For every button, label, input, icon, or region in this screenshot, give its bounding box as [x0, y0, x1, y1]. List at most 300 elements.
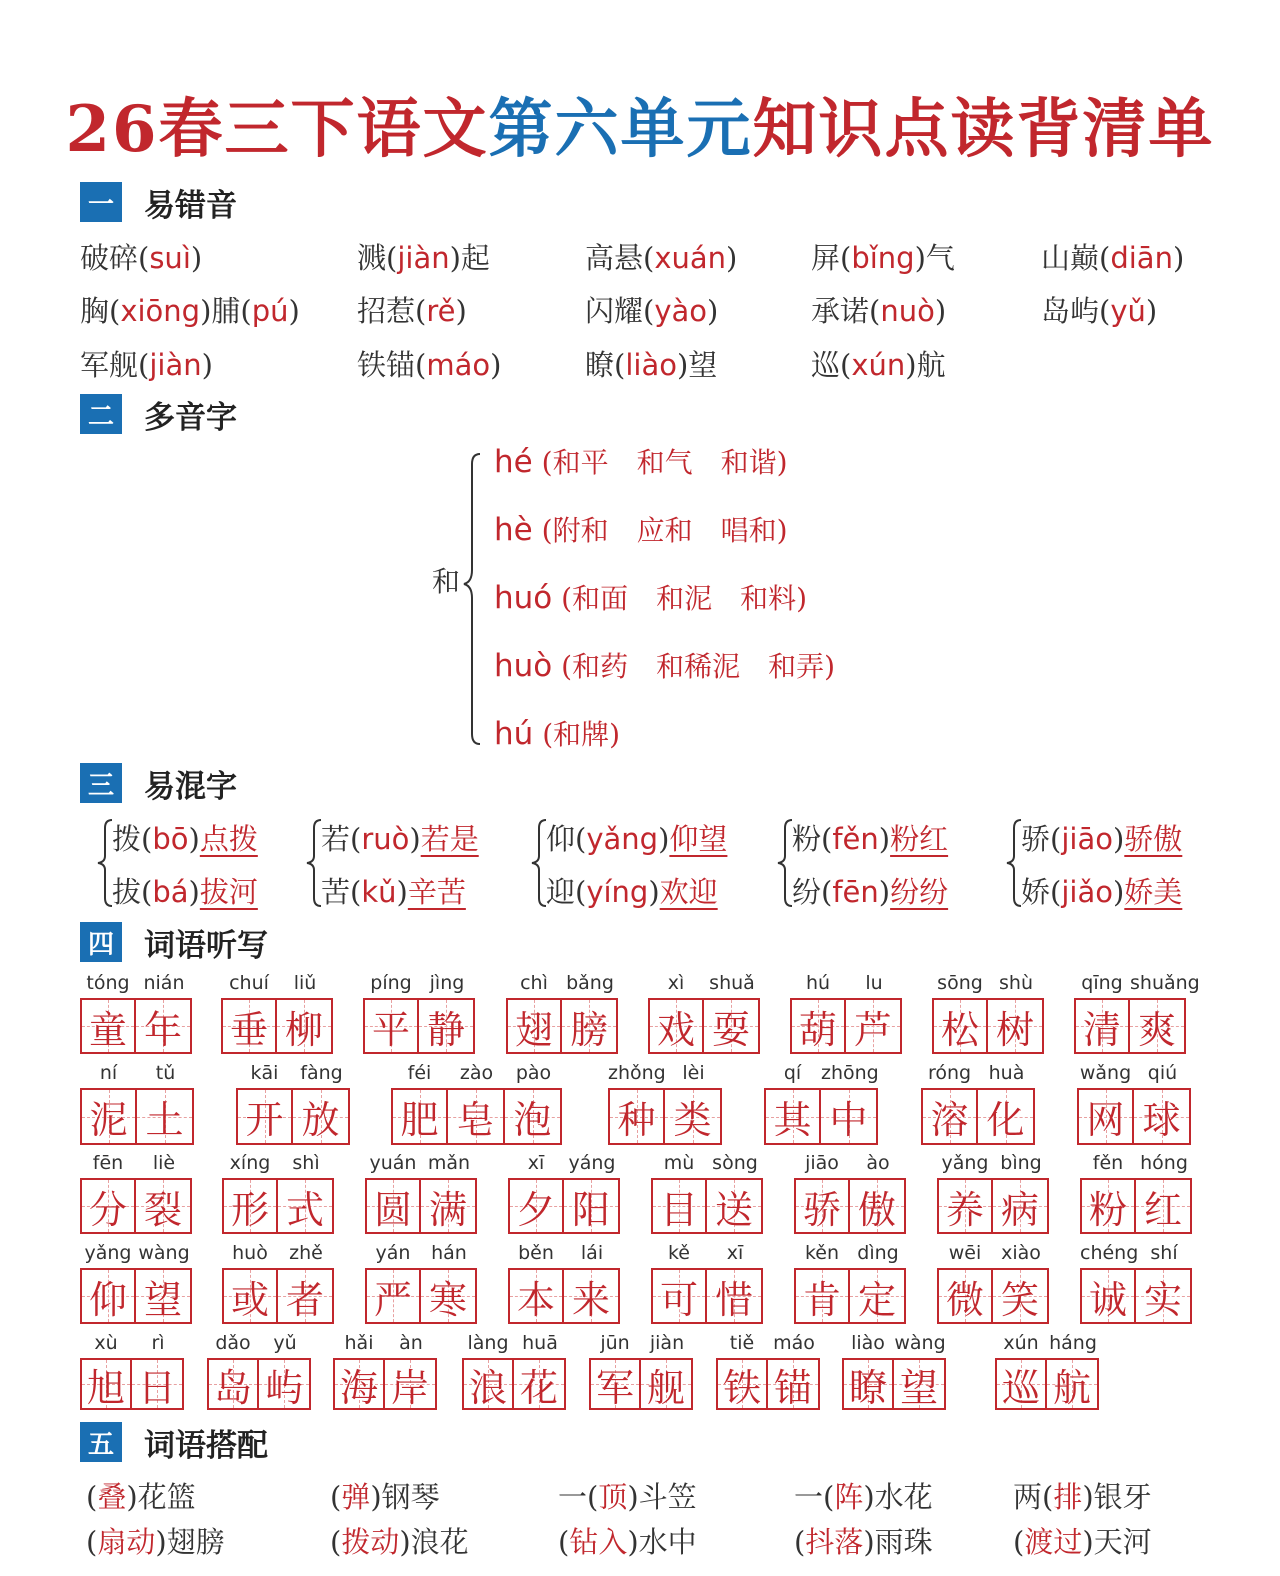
dictation-word [391, 1062, 562, 1145]
dictation-word [794, 1242, 906, 1324]
hanzi-text: )花篮 [126, 1480, 196, 1514]
pinyin-text: nuò [880, 294, 935, 328]
hanzi-character: 屿 [264, 1365, 303, 1410]
dictation-word [589, 1332, 693, 1410]
hanzi-text: )银牙 [1082, 1480, 1152, 1514]
tianzige-box [768, 1358, 820, 1410]
title-part-2: 第六单元 [488, 92, 753, 167]
tianzige-box [80, 1268, 136, 1324]
pronunciation-item [80, 236, 202, 277]
tianzige-row [207, 1358, 311, 1410]
hanzi-character: 傲 [857, 1187, 896, 1232]
section-number-badge: 三 [80, 763, 122, 803]
hanzi-character: 锚 [773, 1365, 812, 1410]
hanzi-text: )浪花 [399, 1525, 469, 1559]
tianzige-row [937, 1268, 1049, 1324]
pinyin-row [842, 1332, 946, 1358]
tianzige-row [222, 1268, 334, 1324]
hanzi-character: 化 [986, 1098, 1025, 1142]
pinyin-text: yuán [369, 1152, 417, 1174]
hanzi-character: 病 [1000, 1187, 1039, 1232]
tianzige-row [790, 998, 902, 1054]
tianzige-box [665, 1088, 722, 1145]
tianzige-row [221, 998, 333, 1054]
tianzige-box [821, 1088, 878, 1145]
pinyin-text: sòng [712, 1152, 758, 1174]
example-word: 粉红 [890, 822, 949, 856]
tianzige-box [508, 1268, 564, 1324]
tianzige-row [80, 998, 192, 1054]
pinyin-text: fěn [1092, 1152, 1124, 1174]
tianzige-box [978, 1088, 1035, 1145]
dictation-word [1080, 1152, 1192, 1234]
pinyin-text: yíng [586, 875, 649, 909]
tianzige-box [514, 1358, 566, 1410]
hanzi-text: 山巅( [1041, 241, 1111, 275]
hanzi-text: ) [878, 875, 891, 909]
tianzige-row [365, 1268, 477, 1324]
pinyin-row [921, 1062, 1035, 1088]
tianzige-box [651, 1178, 707, 1234]
tianzige-box [137, 1088, 194, 1145]
hanzi-character: 望 [899, 1365, 938, 1410]
hanzi-text: ( [86, 1525, 98, 1559]
dictation-word [365, 1242, 477, 1324]
pinyin-row [222, 1152, 334, 1178]
hanzi-character: 舰 [646, 1365, 685, 1410]
pinyin-text: bǎng [566, 972, 614, 994]
tianzige-box [277, 998, 333, 1054]
tianzige-box [293, 1088, 350, 1145]
pinyin-text: jiǎo [1061, 875, 1113, 909]
tianzige-row [80, 1358, 184, 1410]
tianzige-box [641, 1358, 693, 1410]
section-title: 易错音 [144, 187, 237, 224]
hanzi-text: ) [878, 822, 891, 856]
example-words: (附和 应和 唱和) [541, 514, 788, 547]
pronunciation-item [811, 343, 946, 384]
hanzi-character: 柳 [284, 1007, 323, 1052]
pinyin-row [80, 1062, 194, 1088]
pronunciation-item [357, 236, 490, 277]
hanzi-character: 夕 [516, 1187, 555, 1232]
pinyin-text: xún [1003, 1332, 1039, 1354]
hanzi-text: 高悬( [585, 241, 655, 275]
tianzige-box [794, 1178, 850, 1234]
pinyin-text: xún [851, 348, 906, 382]
pronunciation-item [1041, 236, 1184, 277]
tianzige-box [716, 1358, 768, 1410]
tianzige-box [278, 1268, 334, 1324]
pinyin-text: huò [232, 1242, 268, 1264]
dictation-word [716, 1332, 820, 1410]
confusable-item [546, 817, 727, 858]
pinyin-text: féi [407, 1062, 432, 1084]
pinyin-text: diān [1110, 241, 1173, 275]
polyphone-reading [494, 577, 807, 617]
dictation-word [651, 1152, 763, 1234]
pinyin-row [462, 1332, 566, 1358]
tianzige-row [932, 998, 1044, 1054]
hanzi-character: 形 [230, 1187, 269, 1232]
dictation-word [508, 1242, 620, 1324]
tianzige-box [506, 998, 562, 1054]
hanzi-character: 骄 [802, 1187, 841, 1232]
hanzi-character: 式 [285, 1187, 324, 1232]
tianzige-box [419, 998, 475, 1054]
pinyin-row [1080, 1242, 1192, 1268]
hanzi-character: 球 [1142, 1098, 1181, 1142]
example-words: (和药 和稀泥 和弄) [561, 650, 836, 683]
hanzi-character: 巡 [1001, 1365, 1040, 1410]
dictation-word [995, 1332, 1099, 1410]
pinyin-text: fěn [832, 822, 879, 856]
hanzi-text: 承诺( [811, 294, 881, 328]
section-number-badge: 四 [80, 922, 122, 962]
hanzi-text: ) [288, 294, 300, 328]
tianzige-row [589, 1358, 693, 1410]
polyphone-reading [494, 441, 788, 481]
hanzi-text: )钢琴 [370, 1480, 440, 1514]
hanzi-character: 开 [245, 1098, 284, 1142]
pinyin-text: huò [494, 648, 553, 684]
tianzige-box [704, 998, 760, 1054]
pinyin-text: chéng [1080, 1242, 1139, 1264]
tianzige-row [80, 1088, 194, 1145]
tianzige-row [794, 1178, 906, 1234]
hanzi-character: 岸 [390, 1365, 429, 1410]
hanzi-character: 垂 [229, 1007, 268, 1052]
pinyin-text: zhōng [821, 1062, 879, 1084]
pinyin-text: nián [143, 972, 185, 994]
answer-text: 扇动 [97, 1525, 156, 1559]
pinyin-row [651, 1152, 763, 1178]
pronunciation-item [811, 289, 946, 330]
pinyin-row [80, 1242, 192, 1268]
pinyin-text: tiě [729, 1332, 755, 1354]
tianzige-box [937, 1268, 993, 1324]
tianzige-box [363, 998, 419, 1054]
confusable-item [1021, 870, 1182, 911]
hanzi-text: ) [1112, 822, 1125, 856]
pinyin-text: yào [654, 294, 708, 328]
pinyin-text: chì [520, 972, 548, 994]
pinyin-text: zhǒng [608, 1062, 666, 1084]
pinyin-row [716, 1332, 820, 1358]
hanzi-text: ) [396, 875, 408, 909]
hanzi-text: 屏( [811, 241, 852, 275]
hanzi-text: 破碎( [80, 241, 150, 275]
tianzige-box [1077, 1088, 1134, 1145]
hanzi-character: 寒 [428, 1277, 467, 1322]
dictation-word [932, 972, 1044, 1054]
pinyin-text: xì [667, 972, 685, 994]
pinyin-text: yáng [568, 1152, 616, 1174]
hanzi-text: 军舰( [80, 348, 150, 382]
pinyin-text: xíng [229, 1152, 271, 1174]
dictation-word [207, 1332, 311, 1410]
dictation-word [651, 1242, 763, 1324]
hanzi-text: )脯( [200, 294, 252, 328]
tianzige-box [421, 1178, 477, 1234]
hanzi-character: 松 [940, 1007, 979, 1052]
pinyin-text: xiōng [120, 294, 201, 328]
hanzi-character: 瞭 [848, 1365, 887, 1410]
pinyin-text: yǎng [586, 822, 659, 856]
pinyin-row [937, 1242, 1049, 1268]
dictation-word [842, 1332, 946, 1410]
tianzige-row [1077, 1088, 1191, 1145]
example-word: 辛苦 [407, 875, 466, 909]
tianzige-box [1080, 1178, 1136, 1234]
tianzige-box [505, 1088, 562, 1145]
answer-text: 阵 [834, 1480, 864, 1514]
pinyin-text: wàng [138, 1242, 190, 1264]
tianzige-row [508, 1178, 620, 1234]
pinyin-text: tǔ [155, 1062, 176, 1084]
hanzi-character: 膀 [569, 1007, 608, 1052]
hanzi-character: 仰 [88, 1277, 127, 1322]
pronunciation-item [585, 236, 737, 277]
pinyin-text: jūn [600, 1332, 630, 1354]
pinyin-text: yǔ [1110, 294, 1146, 328]
hanzi-text: 招惹( [357, 294, 427, 328]
hanzi-character: 日 [137, 1365, 176, 1410]
pinyin-text: bìng [1000, 1152, 1042, 1174]
example-word: 若是 [420, 822, 479, 856]
hanzi-text: ( [1013, 1525, 1025, 1559]
hanzi-character: 浪 [468, 1365, 507, 1410]
left-brace-icon [460, 450, 484, 750]
pinyin-row [80, 972, 192, 998]
pronunciation-item [585, 289, 718, 330]
hanzi-character: 肥 [400, 1098, 439, 1142]
pinyin-text: zhě [289, 1242, 323, 1264]
tianzige-box [707, 1178, 763, 1234]
section-title: 多音字 [144, 399, 237, 436]
pinyin-text: fēn [832, 875, 879, 909]
tianzige-box [1074, 998, 1130, 1054]
hanzi-character: 网 [1086, 1098, 1125, 1142]
hanzi-text: 胸( [80, 294, 121, 328]
hanzi-text: 迎( [546, 875, 587, 909]
hanzi-text: ) [1145, 294, 1158, 328]
hanzi-text: )水花 [863, 1480, 933, 1514]
tianzige-row [651, 1178, 763, 1234]
tianzige-box [222, 1268, 278, 1324]
example-words: (和面 和泥 和料) [561, 582, 808, 615]
hanzi-character: 戏 [656, 1007, 695, 1052]
tianzige-row [937, 1178, 1049, 1234]
pinyin-text: jiāo [1061, 822, 1113, 856]
pinyin-text: liǔ [293, 972, 317, 994]
tianzige-box [988, 998, 1044, 1054]
dictation-word [794, 1152, 906, 1234]
tianzige-box [136, 1268, 192, 1324]
pinyin-text: hè [494, 512, 533, 548]
pinyin-text: jiàn [397, 241, 450, 275]
answer-text: 抖落 [805, 1525, 864, 1559]
pinyin-text: yán [375, 1242, 411, 1264]
pinyin-text: zào [459, 1062, 494, 1084]
pinyin-row [794, 1242, 906, 1268]
pinyin-row [1074, 972, 1200, 998]
confusable-item [112, 870, 258, 911]
tianzige-box [648, 998, 704, 1054]
polyphone-character: 和 [432, 565, 461, 598]
hanzi-text: ) [934, 294, 947, 328]
hanzi-text: )望 [676, 348, 718, 382]
tianzige-box [921, 1088, 978, 1145]
title-part-3: 知识点读背清单 [752, 92, 1215, 167]
hanzi-character: 溶 [930, 1098, 969, 1142]
pinyin-row [365, 1242, 477, 1268]
pinyin-text: shí [1150, 1242, 1178, 1264]
hanzi-character: 耍 [711, 1007, 750, 1052]
hanzi-text: 粉( [792, 822, 833, 856]
hanzi-text: )天河 [1082, 1525, 1152, 1559]
section-title: 词语搭配 [144, 1427, 268, 1464]
section-header-5 [80, 1421, 268, 1463]
pinyin-row [365, 1152, 477, 1178]
pinyin-text: shuǎng [1130, 972, 1200, 994]
pinyin-text: kěn [804, 1242, 840, 1264]
hanzi-text: 一( [794, 1480, 835, 1514]
dictation-word [80, 1062, 194, 1145]
tianzige-box [1130, 998, 1186, 1054]
tianzige-box [608, 1088, 665, 1145]
pinyin-text: pào [515, 1062, 552, 1084]
hanzi-character: 惜 [714, 1277, 753, 1322]
example-words: (和平 和气 和谐) [541, 446, 788, 479]
tianzige-box [1080, 1268, 1136, 1324]
hanzi-text: ( [330, 1480, 342, 1514]
hanzi-character: 铁 [722, 1365, 761, 1410]
tianzige-box [207, 1358, 259, 1410]
confusable-item [1021, 817, 1182, 858]
hanzi-text: 巡( [811, 348, 852, 382]
pronunciation-item [1041, 289, 1157, 330]
tianzige-box [764, 1088, 821, 1145]
pinyin-row [236, 1062, 350, 1088]
dictation-word [1074, 972, 1200, 1054]
pinyin-row [222, 1242, 334, 1268]
tianzige-box [564, 1268, 620, 1324]
hanzi-character: 送 [714, 1187, 753, 1232]
hanzi-text: 两( [1013, 1480, 1054, 1514]
collocation-item [86, 1475, 196, 1516]
pinyin-row [790, 972, 902, 998]
pronunciation-item [357, 343, 501, 384]
tianzige-box [136, 998, 192, 1054]
pinyin-row [506, 972, 618, 998]
example-word: 娇美 [1124, 875, 1183, 909]
hanzi-character: 诚 [1088, 1277, 1127, 1322]
pinyin-text: sōng [937, 972, 983, 994]
pinyin-text: ruò [361, 822, 410, 856]
tianzige-row [794, 1268, 906, 1324]
pinyin-row [80, 1152, 192, 1178]
pinyin-text: lèi [682, 1062, 705, 1084]
dictation-word [764, 1062, 878, 1145]
example-word: 仰望 [669, 822, 728, 856]
pinyin-text: háng [1049, 1332, 1097, 1354]
tianzige-row [842, 1358, 946, 1410]
pronunciation-item [80, 343, 213, 384]
tianzige-row [333, 1358, 437, 1410]
hanzi-text: ( [794, 1525, 806, 1559]
pinyin-text: huó [494, 580, 553, 616]
tianzige-row [921, 1088, 1035, 1145]
hanzi-text: ) [1172, 241, 1185, 275]
pronunciation-item [80, 289, 300, 330]
dictation-word [790, 972, 902, 1054]
hanzi-text: ) [490, 348, 502, 382]
hanzi-text: 瞭( [585, 348, 626, 382]
pinyin-text: lu [865, 972, 883, 994]
hanzi-character: 圆 [373, 1187, 412, 1232]
tianzige-box [846, 998, 902, 1054]
hanzi-text: ) [188, 822, 200, 856]
hanzi-character: 平 [371, 1007, 410, 1052]
pinyin-text: rě [426, 294, 456, 328]
pinyin-text: jiāo [805, 1152, 839, 1174]
answer-text: 排 [1053, 1480, 1083, 1514]
tianzige-row [80, 1178, 192, 1234]
hanzi-text: )气 [914, 241, 955, 275]
section-title: 词语听写 [144, 927, 268, 964]
hanzi-character: 泡 [513, 1098, 552, 1142]
hanzi-text: ) [188, 875, 200, 909]
hanzi-character: 阳 [571, 1187, 610, 1232]
dictation-word [222, 1242, 334, 1324]
hanzi-character: 航 [1052, 1365, 1091, 1410]
example-word: 欢迎 [659, 875, 718, 909]
pinyin-text: qīng [1081, 972, 1123, 994]
pinyin-text: hóng [1140, 1152, 1188, 1174]
hanzi-text: 拨( [112, 822, 153, 856]
hanzi-text: 纷( [792, 875, 833, 909]
confusable-item [112, 817, 258, 858]
pinyin-text: shuǎ [709, 972, 755, 994]
pinyin-text: lái [580, 1242, 604, 1264]
tianzige-row [651, 1268, 763, 1324]
hanzi-text: ) [190, 241, 203, 275]
hanzi-character: 爽 [1137, 1007, 1176, 1052]
tianzige-box [80, 1088, 137, 1145]
polyphone-reading [494, 645, 835, 685]
hanzi-text: )起 [449, 241, 490, 275]
hanzi-text: 铁锚( [357, 348, 427, 382]
pinyin-text: píng [370, 972, 412, 994]
hanzi-character: 肯 [802, 1277, 841, 1322]
hanzi-character: 类 [673, 1098, 712, 1142]
pinyin-text: xù [94, 1332, 118, 1354]
hanzi-character: 者 [285, 1277, 324, 1322]
pinyin-text: ào [866, 1152, 890, 1174]
tianzige-box [993, 1178, 1049, 1234]
section-header-1 [80, 181, 237, 223]
hanzi-character: 皂 [456, 1098, 495, 1142]
hanzi-character: 海 [339, 1365, 378, 1410]
hanzi-character: 粉 [1088, 1187, 1127, 1232]
example-word: 点拨 [199, 822, 258, 856]
pinyin-text: bá [152, 875, 189, 909]
polyphone-reading [494, 713, 620, 753]
tianzige-box [707, 1268, 763, 1324]
pinyin-row [932, 972, 1044, 998]
pinyin-text: máo [426, 348, 491, 382]
